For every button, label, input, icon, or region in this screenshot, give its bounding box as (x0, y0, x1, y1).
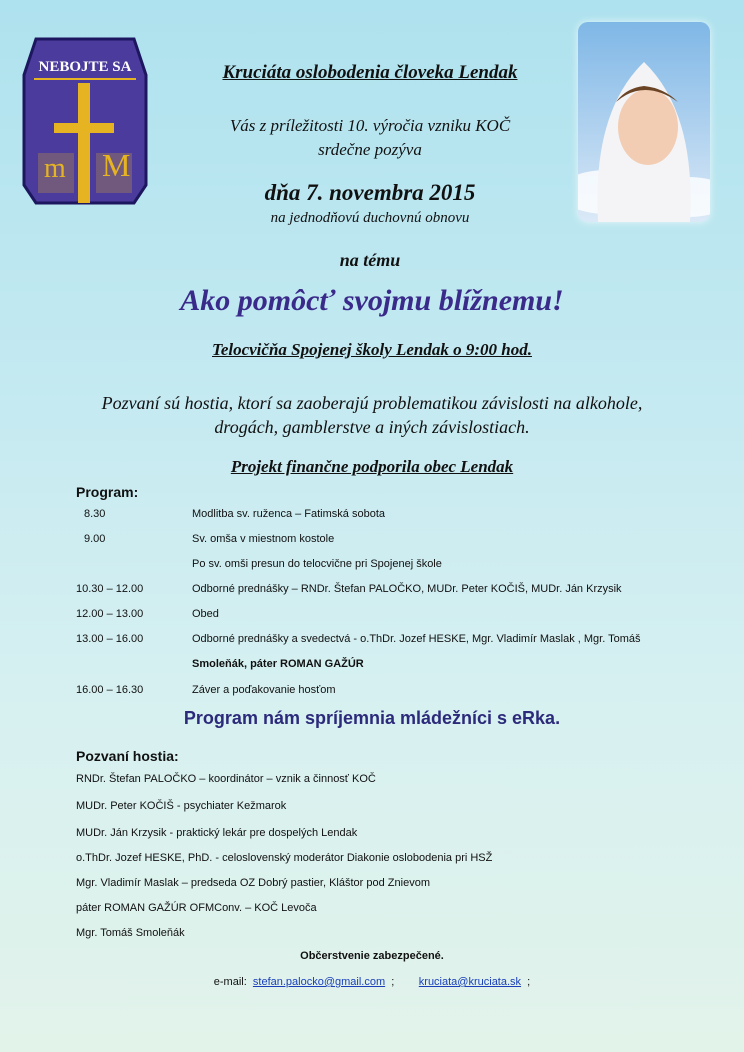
program-desc: Smoleňák, páter ROMAN GAŽÚR (192, 658, 364, 670)
guests-intro-line-2: drogách, gamblerstve a iných závislostiach. (214, 417, 530, 437)
program-desc: Po sv. omši presun do telocvične pri Spojenej škole (192, 558, 442, 570)
sponsor-line: Projekt finančne podporila obec Lendak (230, 457, 514, 476)
invitation-line-2: srdečne pozýva (318, 140, 422, 159)
email-row (60, 976, 684, 988)
program-desc: Modlitba sv. ruženca – Fatimská sobota (192, 508, 385, 520)
email-link-palocko[interactable]: stefan.palocko@gmail.com (252, 976, 386, 988)
program-time: 12.00 – 13.00 (76, 608, 144, 620)
program-desc: Odborné prednášky a svedectvá - o.ThDr. Jozef HESKE, Mgr. Vladimír Maslak , Mgr. Tomáš (192, 633, 641, 645)
email-label: e-mail: (213, 976, 247, 988)
program-time: 16.00 – 16.30 (76, 684, 144, 696)
logo-letter-small: m (44, 153, 66, 184)
email-separator: ; (527, 976, 531, 988)
program-desc: Sv. omša v miestnom kostole (192, 533, 335, 545)
guests-intro-line-1: Pozvaní sú hostia, ktorí sa zaoberajú problematikou závislosti na alkohole, (101, 393, 643, 413)
program-desc: Záver a poďakovanie hosťom (192, 684, 336, 696)
guest-row: Mgr. Tomáš Smoleňák (76, 927, 185, 939)
topic-label: na tému (339, 250, 401, 270)
virgin-mary-portrait (578, 22, 710, 222)
guests-title: Pozvaní hostia: (76, 748, 179, 764)
email-link-kruciata[interactable]: kruciata@kruciata.sk (418, 976, 522, 988)
nebojte-sa-logo (22, 35, 148, 207)
program-time: 13.00 – 16.00 (76, 633, 144, 645)
guest-row: MUDr. Ján Krzysik - praktický lekár pre dospelých Lendak (76, 827, 358, 839)
guest-row: RNDr. Štefan PALOČKO – koordinátor – vznik a činnosť KOČ (76, 773, 376, 785)
venue-line: Telocvičňa Spojenej školy Lendak o 9:00 hod. (212, 340, 532, 359)
guest-row: páter ROMAN GAŽÚR OFMConv. – KOČ Levoča (76, 902, 317, 914)
event-date: dňa 7. novembra 2015 (264, 180, 476, 205)
program-time: 10.30 – 12.00 (76, 583, 144, 595)
program-time: 9.00 (84, 533, 106, 545)
guest-row: MUDr. Peter KOČIŠ - psychiater Kežmarok (76, 800, 287, 812)
program-desc: Obed (192, 608, 219, 620)
retreat-type: na jednodňovú duchovnú obnovu (270, 210, 470, 226)
email-separator: ; (391, 976, 395, 988)
logo-text: NEBOJTE SA (38, 59, 132, 75)
topic-title: Ako pomôcť svojmu blížnemu! (180, 284, 564, 317)
invitation-line-1: Vás z príležitosti 10. výročia vzniku KOČ (229, 116, 511, 135)
organizer-title: Kruciáta oslobodenia človeka Lendak (222, 62, 518, 83)
guest-row: Mgr. Vladimír Maslak – predseda OZ Dobrý pastier, Kláštor pod Znievom (76, 877, 430, 889)
program-title: Program: (76, 484, 139, 500)
logo-letter-large: M (102, 147, 131, 183)
program-time: 8.30 (84, 508, 106, 520)
guest-row: o.ThDr. Jozef HESKE, PhD. - celoslovenský moderátor Diakonie oslobodenia pri HSŽ (76, 852, 493, 864)
program-desc: Odborné prednášky – RNDr. Štefan PALOČKO, MUDr. Peter KOČIŠ, MUDr. Ján Krzysik (192, 583, 622, 595)
refreshments-note: Občerstvenie zabezpečené. (300, 950, 444, 962)
erka-line: Program nám spríjemnia mládežníci s eRka. (183, 708, 561, 728)
